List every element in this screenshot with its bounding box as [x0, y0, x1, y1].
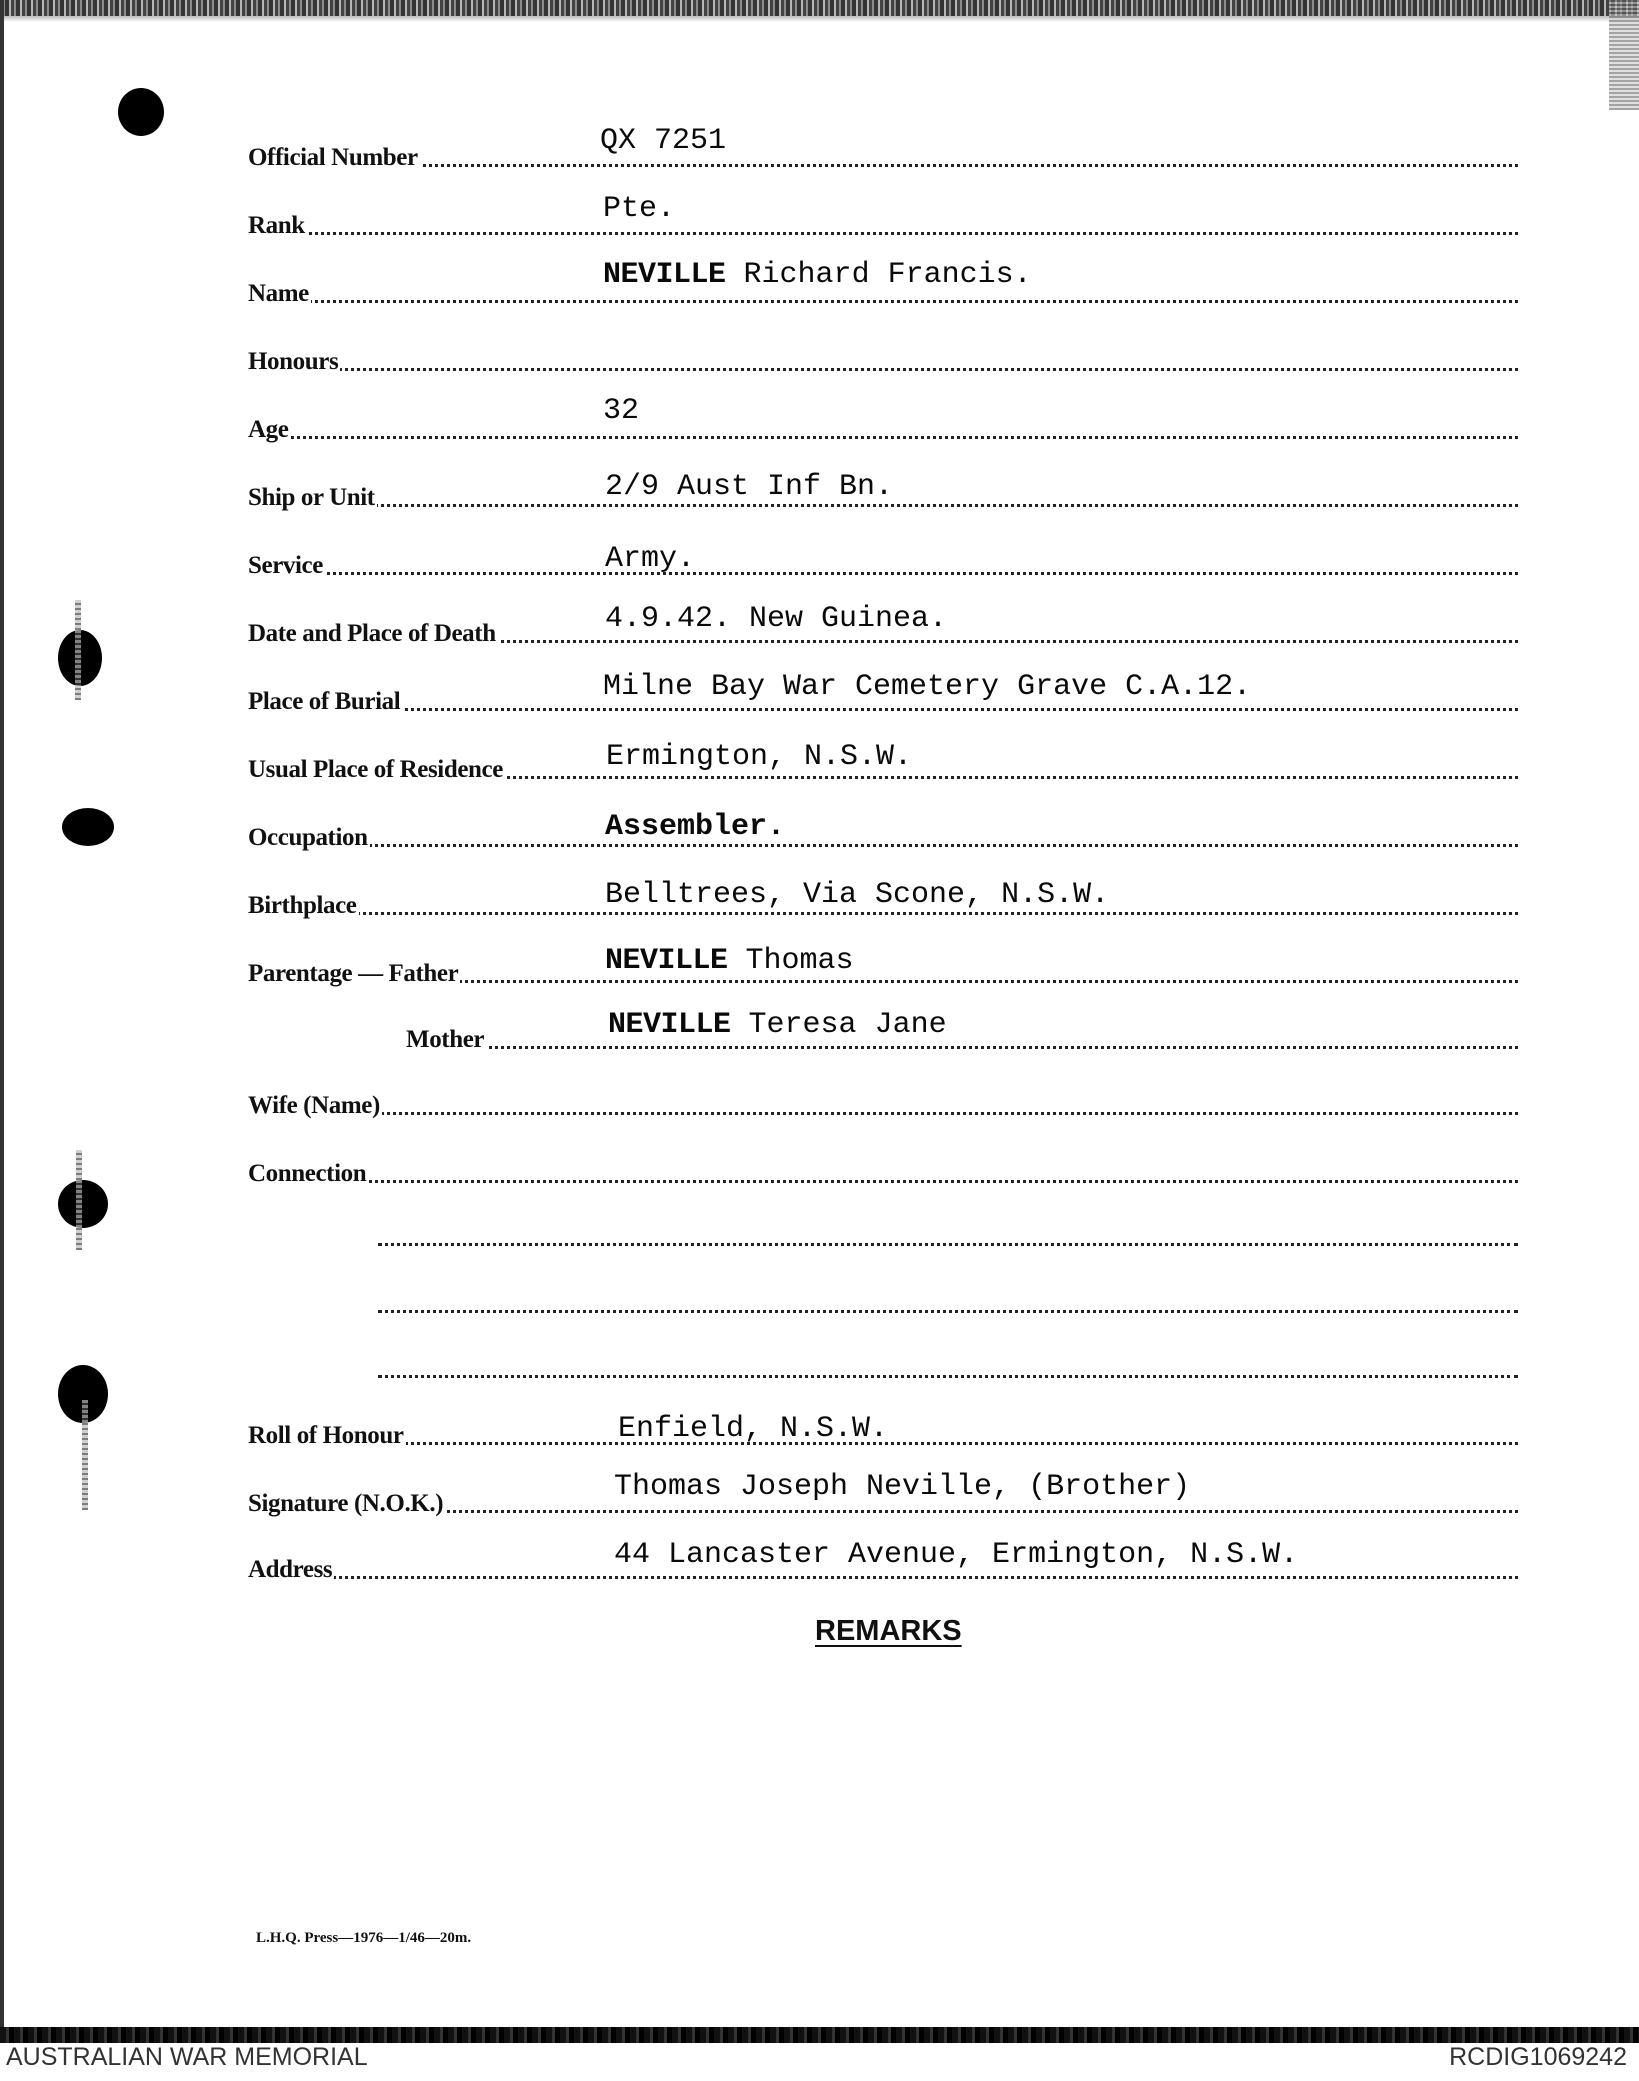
dotted-line [248, 164, 1518, 167]
punch-hole-shadow [76, 1150, 82, 1250]
value-birthplace: Belltrees, Via Scone, N.S.W. [605, 878, 1110, 912]
field-service [248, 520, 1518, 580]
label-mother: Mother [406, 1026, 485, 1053]
dotted-line [248, 436, 1518, 439]
dotted-line [248, 572, 1518, 575]
field-age [248, 384, 1518, 444]
label-service: Service [248, 552, 323, 579]
dotted-line [248, 1576, 1518, 1579]
surname: NEVILLE [605, 944, 728, 978]
dotted-line [248, 844, 1518, 847]
field-honours [248, 316, 1518, 376]
label-honours: Honours [248, 348, 339, 375]
value-signature: Thomas Joseph Neville, (Brother) [614, 1470, 1191, 1504]
field-official-number [248, 112, 1518, 172]
connection-extra-line [378, 1243, 1518, 1246]
dotted-line [248, 1180, 1518, 1183]
field-mother [248, 994, 1518, 1054]
field-ship-or-unit [248, 452, 1518, 512]
field-usual-residence [248, 724, 1518, 784]
given-names: Thomas [745, 944, 854, 978]
label-age: Age [248, 416, 289, 443]
footer-record-id: RCDIG1069242 [1449, 2043, 1627, 2071]
scan-edge-left [0, 0, 4, 2040]
label-place-of-burial: Place of Burial [248, 688, 401, 715]
value-mother [608, 1008, 947, 1042]
value-age: 32 [603, 394, 640, 428]
field-place-of-burial [248, 656, 1518, 716]
value-name [603, 258, 1032, 292]
field-birthplace [248, 860, 1518, 920]
scan-shadow-top [0, 16, 1639, 22]
print-code: L.H.Q. Press—1976—1/46—20m. [256, 1930, 472, 1946]
label-rank: Rank [248, 212, 305, 239]
label-roll-of-honour: Roll of Honour [248, 1422, 404, 1449]
dotted-line [248, 708, 1518, 711]
dotted-line [248, 232, 1518, 235]
connection-extra-line [378, 1310, 1518, 1313]
scan-edge-right [1609, 0, 1639, 110]
field-connection [248, 1128, 1518, 1188]
value-rank: Pte. [603, 192, 676, 226]
punch-hole-shadow [82, 1400, 88, 1510]
dotted-line [248, 1112, 1518, 1115]
value-occupation: Assembler. [605, 810, 786, 844]
value-father [605, 944, 854, 978]
value-official-number: QX 7251 [600, 124, 727, 158]
punch-hole [118, 88, 164, 136]
connection-extra-line [378, 1375, 1518, 1378]
field-date-place-of-death [248, 588, 1518, 648]
surname: NEVILLE [603, 258, 726, 292]
scan-edge-top [0, 0, 1639, 16]
given-names: Richard Francis. [743, 258, 1032, 292]
punch-hole [58, 1180, 108, 1228]
field-signature [248, 1458, 1518, 1518]
footer-institution: AUSTRALIAN WAR MEMORIAL [6, 2043, 368, 2071]
field-wife [248, 1060, 1518, 1120]
field-roll-of-honour [248, 1390, 1518, 1450]
given-names: Teresa Jane [748, 1008, 947, 1042]
dotted-line [248, 504, 1518, 507]
field-address [248, 1524, 1518, 1584]
value-service: Army. [605, 542, 696, 576]
scan-edge-bottom [0, 2027, 1639, 2043]
surname: NEVILLE [608, 1008, 731, 1042]
dotted-line [248, 300, 1518, 303]
value-place-of-burial: Milne Bay War Cemetery Grave C.A.12. [603, 670, 1252, 704]
value-date-place-of-death: 4.9.42. New Guinea. [605, 602, 948, 636]
value-roll-of-honour: Enfield, N.S.W. [618, 1412, 889, 1446]
label-name: Name [248, 280, 309, 307]
label-address: Address [248, 1556, 333, 1583]
value-address: 44 Lancaster Avenue, Ermington, N.S.W. [614, 1538, 1299, 1572]
label-date-place-of-death: Date and Place of Death [248, 620, 496, 647]
dotted-line [406, 1046, 1518, 1049]
dotted-line [248, 912, 1518, 915]
punch-hole [62, 808, 114, 846]
field-rank [248, 180, 1518, 240]
field-occupation [248, 792, 1518, 852]
label-official-number: Official Number [248, 144, 418, 171]
punch-hole-shadow [75, 600, 81, 700]
label-occupation: Occupation [248, 824, 368, 851]
label-usual-residence: Usual Place of Residence [248, 756, 503, 783]
value-ship-or-unit: 2/9 Aust Inf Bn. [605, 470, 894, 504]
dotted-line [248, 368, 1518, 371]
label-father: Parentage — Father [248, 960, 459, 987]
remarks-heading: REMARKS [815, 1615, 962, 1647]
label-birthplace: Birthplace [248, 892, 357, 919]
value-usual-residence: Ermington, N.S.W. [606, 740, 913, 774]
field-name [248, 248, 1518, 308]
label-connection: Connection [248, 1160, 367, 1187]
label-signature: Signature (N.O.K.) [248, 1490, 444, 1517]
label-ship-or-unit: Ship or Unit [248, 484, 375, 511]
label-wife: Wife (Name) [248, 1092, 380, 1119]
field-father [248, 928, 1518, 988]
